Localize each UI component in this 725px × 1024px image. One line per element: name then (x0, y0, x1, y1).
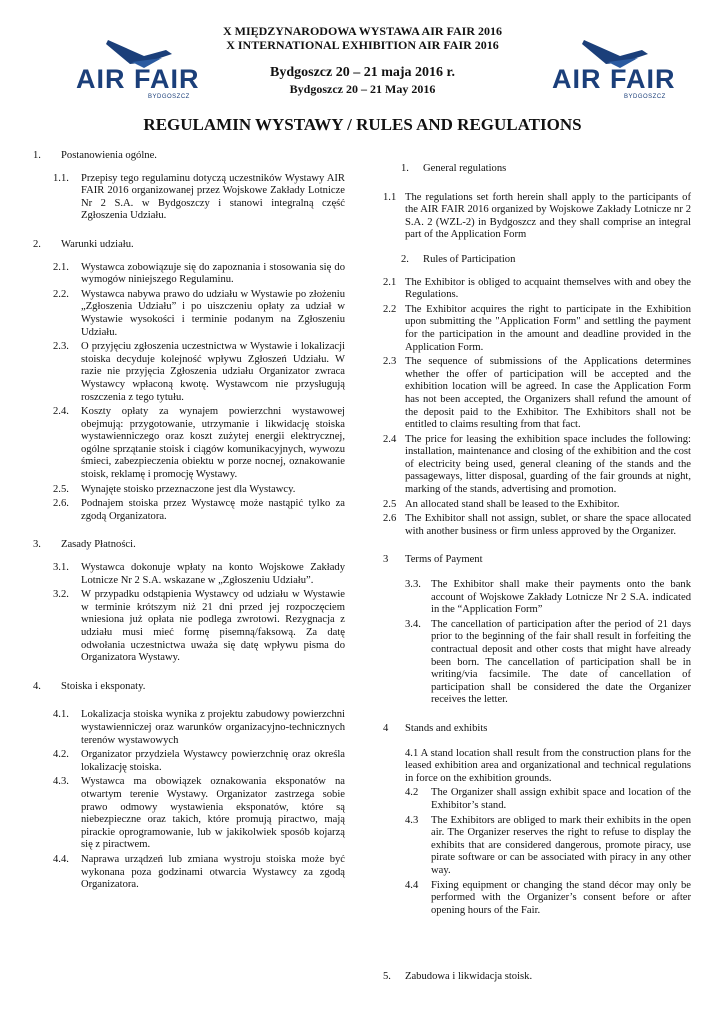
list-item: 2.4 The price for leasing the exhibition space includes the following: installation, maintenance and closing of the exhibition and the cost of electricity being used, general cleaning of the stands and the passageways, litter disposal, guarding of the fair grounds at night, marking of the stands, advertising and promotion. (383, 433, 691, 496)
list-item: 2.5. Wynajęte stoisko przeznaczone jest dla Wystawcy. (53, 483, 296, 495)
header-date-pl: Bydgoszcz 20 – 21 maja 2016 r. (270, 65, 455, 80)
english-column (383, 163, 691, 919)
list-item: 3.1. Wystawca dokonuje wpłaty na konto Wojskowe Zakłady Lotnicze Nr 2 S.A. wskazane w „Zgłoszeniu Udziału”. (53, 562, 345, 586)
list-item: 4.1 A stand location shall result from the construction plans for the leased exhibition area and organizational and technical regulations in force on the exhibition grounds. (405, 747, 691, 784)
section-heading: 3 Terms of Payment (383, 554, 483, 566)
section-heading: 1. General regulations (401, 163, 507, 174)
section-heading: 1. Postanowienia ogólne. (33, 150, 157, 161)
list-item: 4.2. Organizator przydziela Wystawcy powierzchnię oraz określa lokalizację stoiska. (53, 749, 345, 773)
list-item: 2.1 The Exhibitor is obliged to acquaint themselves with and obey the Regulations. (383, 276, 691, 301)
header-date-en: Bydgoszcz 20 – 21 May 2016 (289, 82, 436, 96)
list-item: 1.1 The regulations set forth herein shall apply to the participants of the AIR FAIR 2016 organized by Wojskowe Zakłady Lotnicze nr 2 S.A. 2 (WZL-2) in Bydgoszcz and they shall comprise an integral part of the Application Form (383, 191, 691, 241)
list-item: 3.2. W przypadku odstąpienia Wystawcy od udziału w Wystawie w terminie krótszym niż 21 dni przed jej rozpoczęciem wniesiona już opłata nie podlega zwrotowi. Rezygnacja z udziału musi mieć formę pisemną/faksową. Za datę odwołania uczestnictwa uważa się datę wpływu pisma do Organizatora Wystawy. (53, 589, 345, 664)
list-item: 2.2 The Exhibitor acquires the right to participate in the Exhibition upon submitting the "Application Form" and settling the payment for the participation in the amount and deadline provided in the Application Form. (383, 303, 691, 353)
list-item: 1.1. Przepisy tego regulaminu dotyczą uczestników Wystawy AIR FAIR 2016 organizowanej przez Wojskowe Zakłady Lotnicze Nr 2 S.A. w Bydgoszczy i stanowi integralną część Zgłoszenia Udziału. (53, 172, 345, 222)
header-line-pl: X MIĘDZYNARODOWA WYSTAWA AIR FAIR 2016 (222, 24, 503, 38)
section-heading: 3. Zasady Płatności. (33, 539, 136, 551)
list-item: 4.4. Naprawa urządzeń lub zmiana wystroju stoiska może być wykonana poza godzinami otwarcia Wystawcy za zgodą Organizatora. (53, 853, 345, 891)
section-heading: 2. Warunki udziału. (33, 238, 134, 250)
list-item: 4.2 The Organizer shall assign exhibit space and location of the Exhibitor’s stand. (405, 787, 691, 811)
list-item: 2.1. Wystawca zobowiązuje się do zapoznania i stosowania się do wymogów niniejszego Regulaminu. (53, 261, 345, 286)
list-item: 2.6 The Exhibitor shall not assign, sublet, or share the space allocated with another business or firm unless approved by the Organizer. (383, 513, 691, 537)
section-heading: 4. Stoiska i eksponaty. (33, 680, 146, 692)
list-item: 2.2. Wystawca nabywa prawo do udziału w Wystawie po złożeniu „Zgłoszenia Udziału” i po uiszczeniu opłaty za udział w Wystawie wysokości i terminie podanym na Zgłoszeniu Udziału. (53, 288, 345, 338)
list-item: 4.1. Lokalizacja stoiska wynika z projektu zabudowy powierzchni wystawienniczej oraz warunków organizacyjno-technicznych terenów wystawowych (53, 709, 345, 746)
list-item: 3.4. The cancellation of participation after the period of 21 days prior to the beginning of the fair shall result in forfeiting the contractual deposit and other costs that might have already been born. The cancellation of participation shall be in writing/via facsimile. The date of cancellation of participation shall be considered the date the Organizer receives the letter. (405, 618, 691, 706)
list-item: 2.4. Koszty opłaty za wynajem powierzchni wystawowej obejmują: przygotowanie, utrzymanie i likwidację stoiska wystawienniczego oraz koszt zużytej energii elektrycznej, ogólne sprzątanie stoisk i ciągów komunikacyjnych, wywozu śmieci, zabezpieczenia obiektu w porze nocnej, oznakowanie stoisk, reklamę i promocję Wystawy. (53, 406, 345, 481)
list-item: 2.5 An allocated stand shall be leased to the Exhibitor. (383, 498, 620, 510)
list-item: 2.6. Podnajem stoiska przez Wystawcę może nastąpić tylko za zgodą Organizatora. (53, 498, 345, 522)
list-item: 4.4 Fixing equipment or changing the stand décor may only be performed with the Organizer’s consent before or after opening hours of the Fair. (405, 879, 691, 916)
logo-brand-text: AIR FAIR (76, 64, 200, 94)
page-title: REGULAMIN WYSTAWY / RULES AND REGULATIONS (143, 115, 582, 134)
polish-column (33, 150, 345, 894)
header-line-en: X INTERNATIONAL EXHIBITION AIR FAIR 2016 (226, 38, 499, 52)
logo-brand-text: AIR FAIR (552, 64, 676, 94)
list-item: 2.3 The sequence of submissions of the Applications determines whether the offer of participation will be accepted and the exhibition location will be agreed. In case the Application Form has not been accepted, the Organizers shall refund the amount of the deposit paid to the Exhibitor. The Exhibitors shall not be entitled to claims resulting from that fact. (383, 356, 691, 431)
section-heading: 2. Rules of Participation (401, 253, 516, 265)
list-item: 4.3 The Exhibitors are obliged to mark their exhibits in the open air. The Organizer reserves the right to refuse to display the exhibits that are considered dangerous, promote piracy, use pirate software or can be associated with piracy in any other way. (405, 814, 691, 876)
list-item: 4.3. Wystawca ma obowiązek oznakowania eksponatów na otwartym terenie Wystawy. Organizator zastrzega sobie prawo odmowy wystawienia eksponatów, które są niebezpieczne oraz takich, które promują piractwo, mają pirackie oprogramowanie, lub w jakikolwiek sposób kojarzą się z piractwem. (53, 776, 345, 851)
logo-city-text: BYDGOSZCZ (148, 94, 190, 100)
list-item: 3.3. The Exhibitor shall make their payments onto the bank account of Wojskowe Zakłady Lotnicze Nr 2 S.A. indicated in the “Application Form” (405, 579, 691, 616)
list-item: 2.3. O przyjęciu zgłoszenia uczestnictwa w Wystawie i lokalizacji stoiska decyduje kolejność wpływu Zgłoszeń Udziału. W razie nie przyjęcia Zgłoszenia udziału Organizator zwraca Wystawcy wpłaconą kwotę. Wystawcom nie przysługują roszczenia z tego tytułu. (53, 341, 345, 403)
logo-city-text: BYDGOSZCZ (624, 94, 666, 100)
section-heading: 4 Stands and exhibits (383, 722, 488, 734)
